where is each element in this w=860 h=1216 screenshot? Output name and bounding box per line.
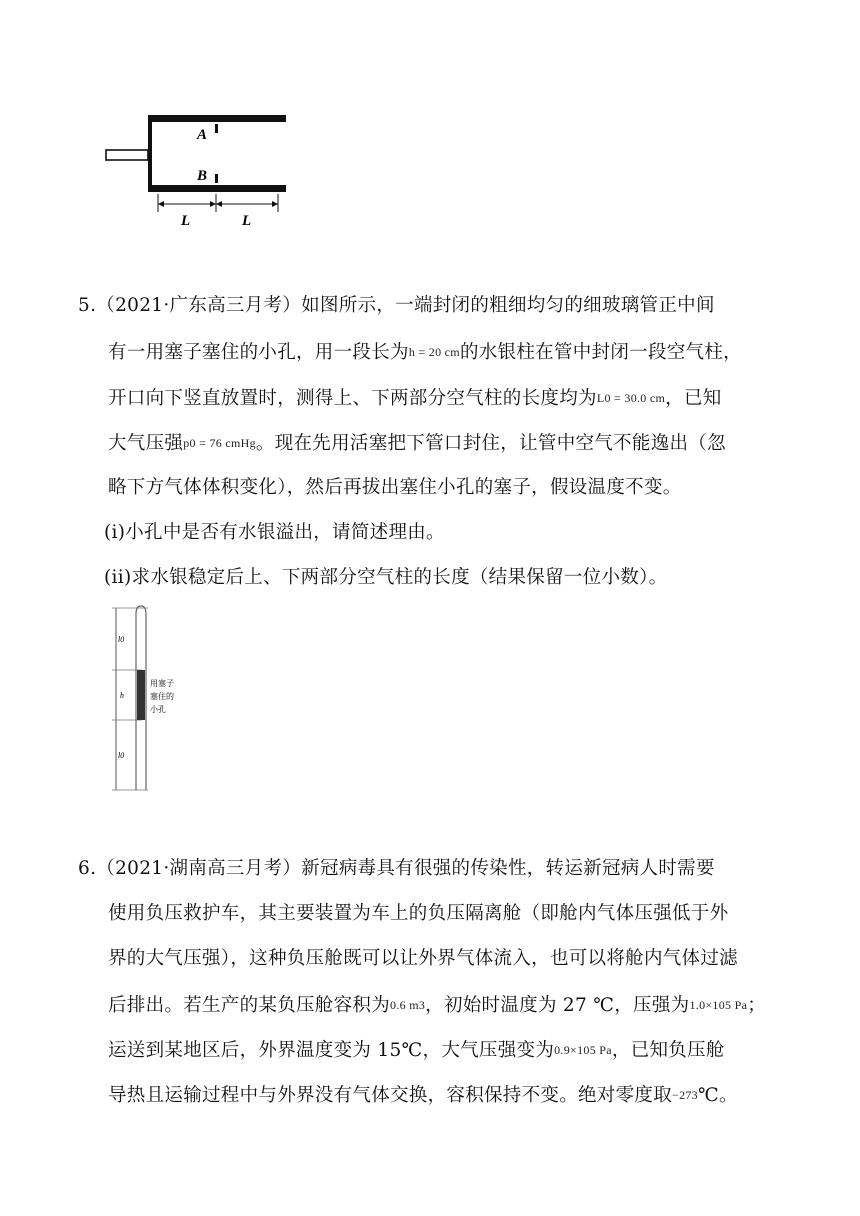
q6-text-6b: ℃。: [697, 1085, 738, 1106]
q6-line-4: [108, 993, 766, 1018]
q5-line-4: [108, 431, 726, 456]
q5-line-1: [78, 294, 715, 318]
q6-line-6: [108, 1083, 738, 1108]
label-l-right: L: [242, 213, 252, 229]
q6-volume-expr: 0.6 m3: [390, 998, 426, 1012]
q5-number: 5.: [78, 295, 97, 316]
label-b: B: [197, 168, 208, 184]
q6-text-1: 新冠病毒具有很强的传染性，转运新冠病人时需要: [301, 858, 715, 879]
q6-p2-expr: 0.9×105 Pa: [554, 1043, 612, 1057]
q6-p1-expr: 1.0×105 Pa: [689, 998, 748, 1012]
hole-note-2: 塞住的: [150, 692, 174, 701]
q6-text-5b: ，已知负压舱: [611, 1040, 725, 1061]
q5-line-5: 略下方气体体积变化），然后再拔出塞住小孔的塞子，假设温度不变。: [108, 477, 682, 498]
q5-sub-ii: (ii)求水银稳定后上、下两部分空气柱的长度（结果保留一位小数）。: [104, 567, 668, 588]
q5-line-2: [108, 340, 742, 365]
q6-text-5a: 运送到某地区后，外界温度变为 15℃，大气压强变为: [108, 1040, 555, 1061]
q5-source: （2021·广东高三月考）: [96, 295, 302, 316]
q5-p0-expr: p0 = 76 cmHg: [183, 436, 256, 450]
q6-line-3: 界的大气压强），这种负压舱既可以让外界气体流入，也可以将舱内气体过滤: [108, 948, 738, 969]
q6-source: （2021·湖南高三月考）: [96, 858, 302, 879]
q5-text-3a: 开口向下竖直放置时，测得上、下两部分空气柱的长度均为: [108, 388, 597, 409]
q6-number: 6.: [78, 858, 97, 879]
q5-line-3: [108, 386, 722, 411]
hole-note-3: 小孔: [150, 705, 166, 714]
q5-text-2a: 有一用塞子塞住的小孔，用一段长为: [108, 342, 409, 363]
tube-figure: [108, 604, 228, 794]
q6-abs-zero-expr: −273: [672, 1088, 698, 1102]
cylinder-figure: [100, 108, 300, 238]
q5-text-3b: ，已知: [665, 388, 722, 409]
q6-text-4b: ，初始时温度为 27 ℃，压强为: [425, 995, 690, 1016]
hole-note-1: 用塞子: [150, 679, 174, 688]
q6-text-6a: 导热且运输过程中与外界没有气体交换，容积保持不变。绝对零度取: [108, 1085, 673, 1106]
q6-text-4c: ；: [747, 995, 767, 1016]
q5-text-4a: 大气压强: [108, 433, 184, 454]
label-l0-bottom: l0: [118, 751, 125, 760]
label-l0-top: l0: [118, 635, 125, 644]
label-l-left: L: [181, 213, 191, 229]
q5-text-4b: 。现在先用活塞把下管口封住，让管中空气不能逸出（忽: [255, 433, 726, 454]
label-a: A: [197, 127, 208, 143]
q6-line-5: [108, 1038, 725, 1063]
q5-h-expr: h = 20 cm: [408, 345, 460, 359]
q5-sub-i: (i)小孔中是否有水银溢出，请简述理由。: [104, 522, 445, 543]
q5-l0-expr: L0 = 30.0 cm: [596, 391, 666, 405]
label-h: h: [120, 691, 124, 700]
q6-text-4a: 后排出。若生产的某负压舱容积为: [108, 995, 391, 1016]
q5-text-2b: 的水银柱在管中封闭一段空气柱，: [459, 342, 742, 363]
q6-line-2: 使用负压救护车，其主要装置为车上的负压隔离舱（即舱内气体压强低于外: [108, 903, 729, 924]
q6-line-1: [78, 857, 715, 881]
q5-text-1: 如图所示，一端封闭的粗细均匀的细玻璃管正中间: [301, 295, 715, 316]
